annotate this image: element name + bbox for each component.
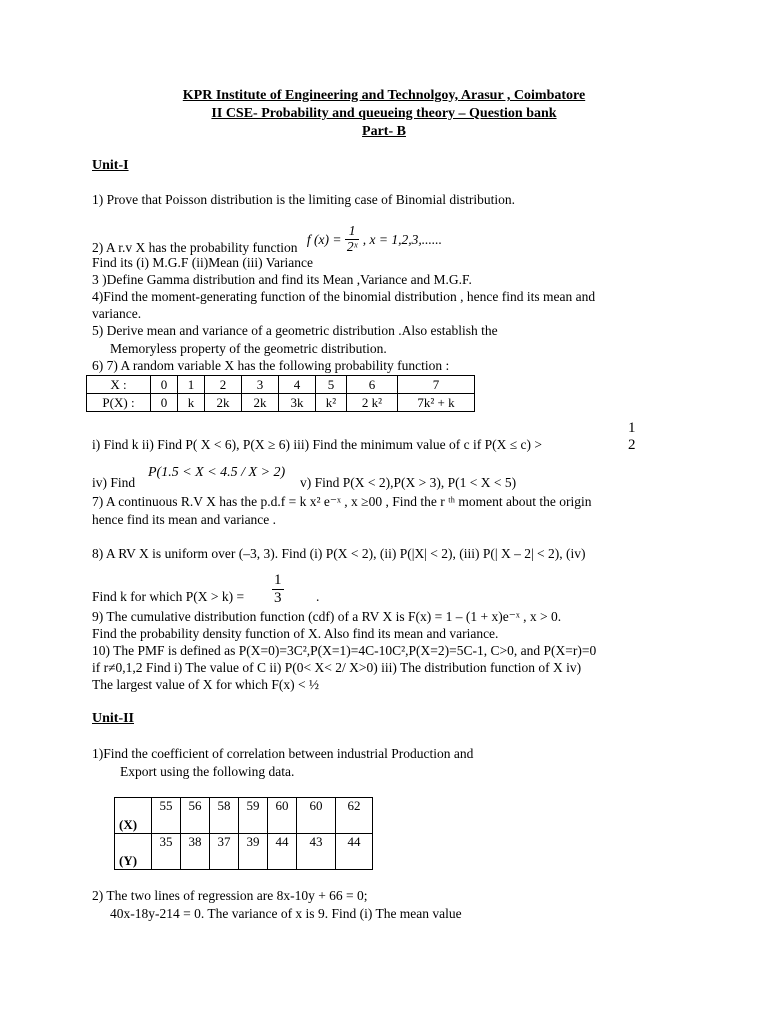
u1-q2-numerator: 1 <box>345 224 360 240</box>
u1-q8-end: . <box>316 589 320 604</box>
correlation-row-x <box>115 798 373 834</box>
table-cell: 7k² + k <box>398 394 475 412</box>
u1-q9-line1: 9) The cumulative distribution function (cdf) of a RV X is F(x) = 1 – (1 + x)e⁻ˣ , x > 0. <box>92 609 562 624</box>
u1-q8-line2: Find k for which P(X > k) = <box>92 589 245 604</box>
table-cell: 3 <box>242 376 279 394</box>
u1-q2-function: f (x) = <box>306 232 342 248</box>
u1-q6-iv-expr: P(1.5 < X < 4.5 / X > 2) <box>148 465 286 480</box>
u2-q1-line1: 1)Find the coefficient of correlation between industrial Production and <box>92 746 474 761</box>
unit1-title: Unit-I <box>92 158 129 173</box>
institute-title: KPR Institute of Engineering and Technolgoy, Arasur , Coimbatore <box>182 88 586 103</box>
table-cell: 62 <box>336 798 373 834</box>
u1-q7-line2: hence find its mean and variance . <box>92 512 277 527</box>
x-label: (X) <box>115 798 152 834</box>
table-cell: 59 <box>239 798 268 834</box>
u2-q1-line2: Export using the following data. <box>120 764 295 779</box>
u1-q6-iv-label: iv) Find <box>92 475 136 490</box>
u1-q10-line1: 10) The PMF is defined as P(X=0)=3C²,P(X=1)=4C-10C²,P(X=2)=5C-1, C>0, and P(X=r)=0 <box>92 643 597 658</box>
y-label: (Y) <box>115 834 152 870</box>
u1-q2-text: 2) A r.v X has the probability function <box>92 240 298 256</box>
u1-q5-line1: 5) Derive mean and variance of a geometric distribution .Also establish the <box>92 323 498 338</box>
u1-q2-denominator: 2ˣ <box>346 238 358 254</box>
u2-q2-line2: 40x-18y-214 = 0. The variance of x is 9. Find (i) The mean value <box>110 906 462 921</box>
u1-q3: 3 )Define Gamma distribution and find its Mean ,Variance and M.G.F. <box>92 272 472 287</box>
table-cell: k² <box>316 394 347 412</box>
u1-q9-line2: Find the probability density function of X. Also find its mean and variance. <box>92 626 499 641</box>
table-cell: 4 <box>279 376 316 394</box>
table-cell: 2 <box>205 376 242 394</box>
table-cell: 2k <box>205 394 242 412</box>
table-cell: 44 <box>268 834 297 870</box>
table-cell: 2 k² <box>347 394 398 412</box>
table-cell: 43 <box>297 834 336 870</box>
table-cell: X : <box>87 376 151 394</box>
course-title: II CSE- Probability and queueing theory – Question bank <box>211 106 557 121</box>
table-cell: 60 <box>297 798 336 834</box>
unit2-title: Unit-II <box>92 711 135 726</box>
u1-q6-half <box>626 420 638 453</box>
table-cell: 44 <box>336 834 373 870</box>
table-cell: 6 <box>347 376 398 394</box>
u1-q7-line1: 7) A continuous R.V X has the p.d.f = k x² e⁻ˣ , x ≥00 , Find the r ᵗʰ moment about the origin <box>92 494 592 509</box>
table-cell: 39 <box>239 834 268 870</box>
u1-q2 <box>92 216 442 256</box>
u1-q2-fraction <box>345 224 360 255</box>
u1-q8-third <box>272 572 284 606</box>
table-cell: 0 <box>151 394 178 412</box>
table-cell: 55 <box>152 798 181 834</box>
table-cell: 3k <box>279 394 316 412</box>
table-cell: P(X) : <box>87 394 151 412</box>
u1-q6: 6) 7) A random variable X has the following probability function : <box>92 358 450 373</box>
u1-q6-v: v) Find P(X < 2),P(X > 3), P(1 < X < 5) <box>300 475 517 490</box>
u1-q2-find: Find its (i) M.G.F (ii)Mean (iii) Variance <box>92 255 313 270</box>
table-cell: k <box>178 394 205 412</box>
u1-q1: 1) Prove that Poisson distribution is the limiting case of Binomial distribution. <box>92 192 515 207</box>
table-cell: 56 <box>181 798 210 834</box>
table-cell: 1 <box>178 376 205 394</box>
table-cell: 37 <box>210 834 239 870</box>
u1-q5-line2: Memoryless property of the geometric distribution. <box>110 341 387 356</box>
part-title: Part- B <box>362 124 406 139</box>
u1-q4-line2: variance. <box>92 306 142 321</box>
table-cell: 2k <box>242 394 279 412</box>
u1-q6-half-den: 2 <box>628 436 636 453</box>
u1-q2-range: , x = 1,2,3,...... <box>362 232 442 248</box>
table-cell: 60 <box>268 798 297 834</box>
table-cell: 58 <box>210 798 239 834</box>
u2-q2-line1: 2) The two lines of regression are 8x-10y + 66 = 0; <box>92 888 368 903</box>
u1-q6-i: i) Find k ii) Find P( X < 6), P(X ≥ 6) iii) Find the minimum value of c if P(X ≤ c) > <box>92 437 543 452</box>
u1-q10-line2: if r≠0,1,2 Find i) The value of C ii) P(0< X< 2/ X>0) iii) The distribution function of X iv) <box>92 660 582 675</box>
pmf-table-row-x <box>87 376 475 394</box>
u1-q8-third-den: 3 <box>274 589 282 606</box>
pmf-table <box>86 375 475 412</box>
correlation-table <box>114 797 373 870</box>
u1-q4-line1: 4)Find the moment-generating function of the binomial distribution , hence find its mean and <box>92 289 596 304</box>
correlation-row-y <box>115 834 373 870</box>
table-cell: 7 <box>398 376 475 394</box>
u1-q8-line1: 8) A RV X is uniform over (–3, 3). Find (i) P(X < 2), (ii) P(|X| < 2), (iii) P(| X – 2| < 2), (iv) <box>92 546 586 561</box>
pmf-table-row-p <box>87 394 475 412</box>
table-cell: 35 <box>152 834 181 870</box>
table-cell: 5 <box>316 376 347 394</box>
u1-q6-half-num: 1 <box>628 420 636 436</box>
table-cell: 0 <box>151 376 178 394</box>
table-cell: 38 <box>181 834 210 870</box>
u1-q10-line3: The largest value of X for which F(x) < ½ <box>92 677 320 692</box>
u1-q8-third-num: 1 <box>274 572 282 588</box>
